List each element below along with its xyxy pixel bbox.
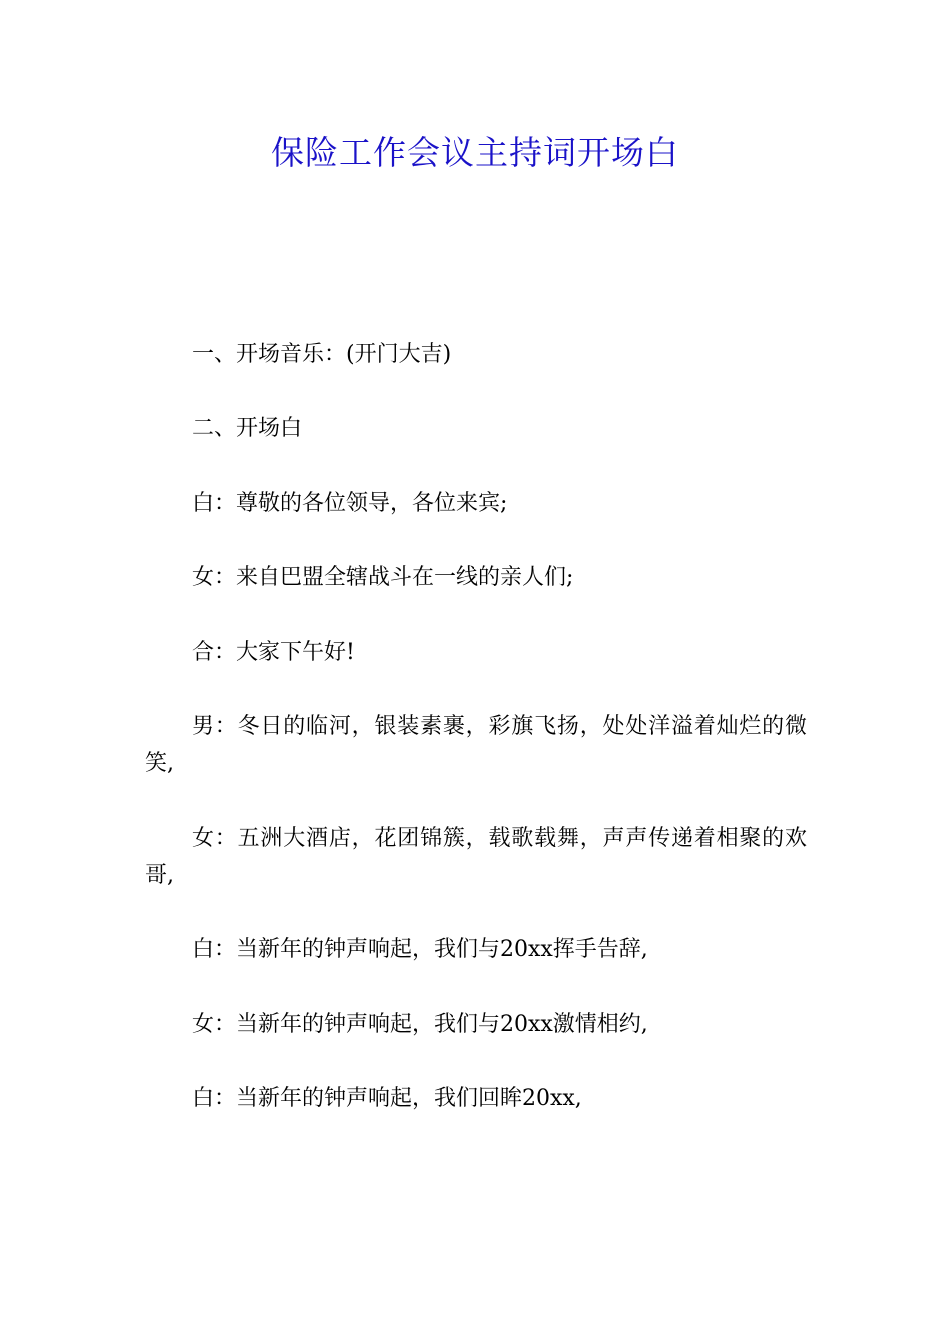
- paragraph-spacing: [145, 1043, 807, 1080]
- paragraph-spacing: [145, 373, 807, 410]
- paragraph-spacing: [145, 894, 807, 931]
- paragraph-spacing: [145, 596, 807, 633]
- document-title: 保险工作会议主持词开场白: [271, 133, 679, 172]
- paragraph: 白：尊敬的各位领导，各位来宾;: [192, 490, 508, 516]
- paragraph-spacing: [145, 448, 807, 485]
- paragraph-spacing: [145, 522, 807, 559]
- paragraph: 女：来自巴盟全辖战斗在一线的亲人们;: [192, 565, 574, 591]
- paragraph: 白：当新年的钟声响起，我们与20xx挥手告辞,: [192, 937, 648, 963]
- paragraph: 女：当新年的钟声响起，我们与20xx激情相约,: [192, 1011, 648, 1037]
- paragraph: 合：大家下午好!: [192, 639, 355, 665]
- paragraph: 一、开场音乐：(开门大吉): [192, 342, 452, 367]
- paragraph: 白：当新年的钟声响起，我们回眸20xx,: [192, 1085, 582, 1111]
- document-body: [145, 336, 807, 1117]
- paragraph-spacing: [145, 671, 807, 708]
- paragraph-spacing: [145, 782, 807, 819]
- paragraph-spacing: [145, 968, 807, 1005]
- paragraph: 二、开场白: [192, 416, 303, 442]
- paragraph: 女：五洲大酒店，花团锦簇，载歌载舞，声声传递着相聚的欢哥,: [145, 825, 807, 888]
- paragraph: 男：冬日的临河，银装素裹，彩旗飞扬，处处洋溢着灿烂的微笑,: [145, 713, 807, 777]
